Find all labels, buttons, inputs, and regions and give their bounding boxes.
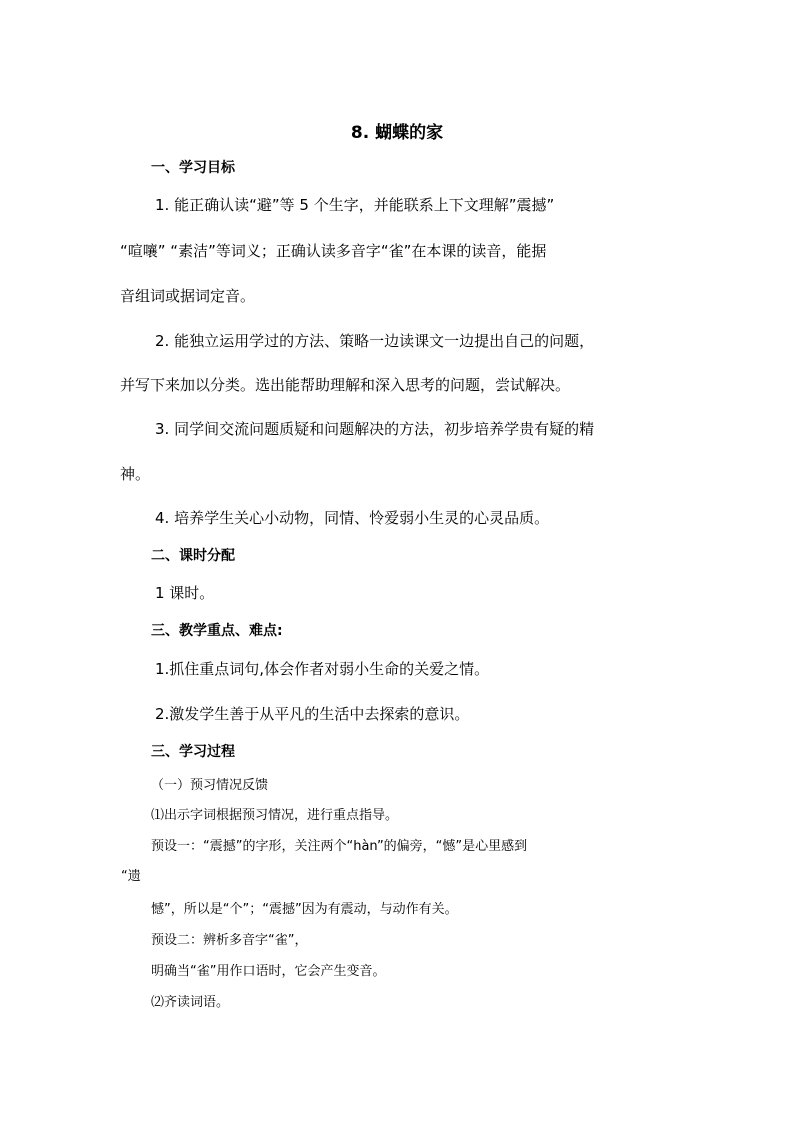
- section-heading-process: 三、学习过程: [151, 744, 235, 760]
- objective-1-line-3: 音组词或据词定音。: [120, 287, 256, 305]
- preset-1-line-1: 预设一：“震撼”的字形，关注两个“hàn”的偏旁，“憾”是心里感到: [151, 839, 528, 854]
- objective-4: 4. 培养学生关心小动物，同情、怜爱弱小生灵的心灵品质。: [155, 509, 550, 527]
- objective-3-line-2: 神。: [120, 465, 151, 483]
- process-step-1: ⑴出示字词根据预习情况，进行重点指导。: [151, 808, 399, 823]
- objective-1-line-2: “喧嚷” “素洁”等词义；正确认读多音字“雀”在本课的读音，能据: [120, 242, 547, 260]
- objective-2-line-1: 2. 能独立运用学过的方法、策略一边读课文一边提出自己的问题，: [155, 332, 595, 350]
- objective-2-line-2: 并写下来加以分类。选出能帮助理解和深入思考的问题，尝试解决。: [120, 376, 571, 394]
- section-heading-objectives: 一、学习目标: [151, 160, 235, 176]
- preset-2-line-1: 预设二：辨析多音字“雀”，: [151, 933, 308, 948]
- section-heading-key-points: 三、教学重点、难点:: [151, 623, 283, 639]
- preset-1-line-2: “遗: [121, 869, 141, 884]
- preset-1-line-3: 憾”，所以是“个”；“震撼”因为有震动，与动作有关。: [151, 902, 458, 917]
- schedule-text: 1 课时。: [155, 584, 215, 602]
- objective-1-line-1: 1. 能正确认读“避”等 5 个生字，并能联系上下文理解”震撼”: [155, 196, 555, 214]
- process-step-2: ⑵齐读词语。: [151, 995, 230, 1010]
- preset-2-line-2: 明确当“雀”用作口语时，它会产生变音。: [151, 964, 386, 979]
- key-point-2: 2.激发学生善于从平凡的生活中去探索的意识。: [155, 705, 470, 723]
- section-heading-schedule: 二、课时分配: [151, 548, 235, 564]
- key-point-1: 1.抓住重点词句,体会作者对弱小生命的关爱之情。: [155, 660, 490, 678]
- process-subheading: （一）预习情况反馈: [151, 778, 269, 793]
- objective-3-line-1: 3. 同学间交流问题质疑和问题解决的方法，初步培养学贵有疑的精: [155, 420, 595, 438]
- page-title: 8. 蝴蝶的家: [350, 123, 444, 143]
